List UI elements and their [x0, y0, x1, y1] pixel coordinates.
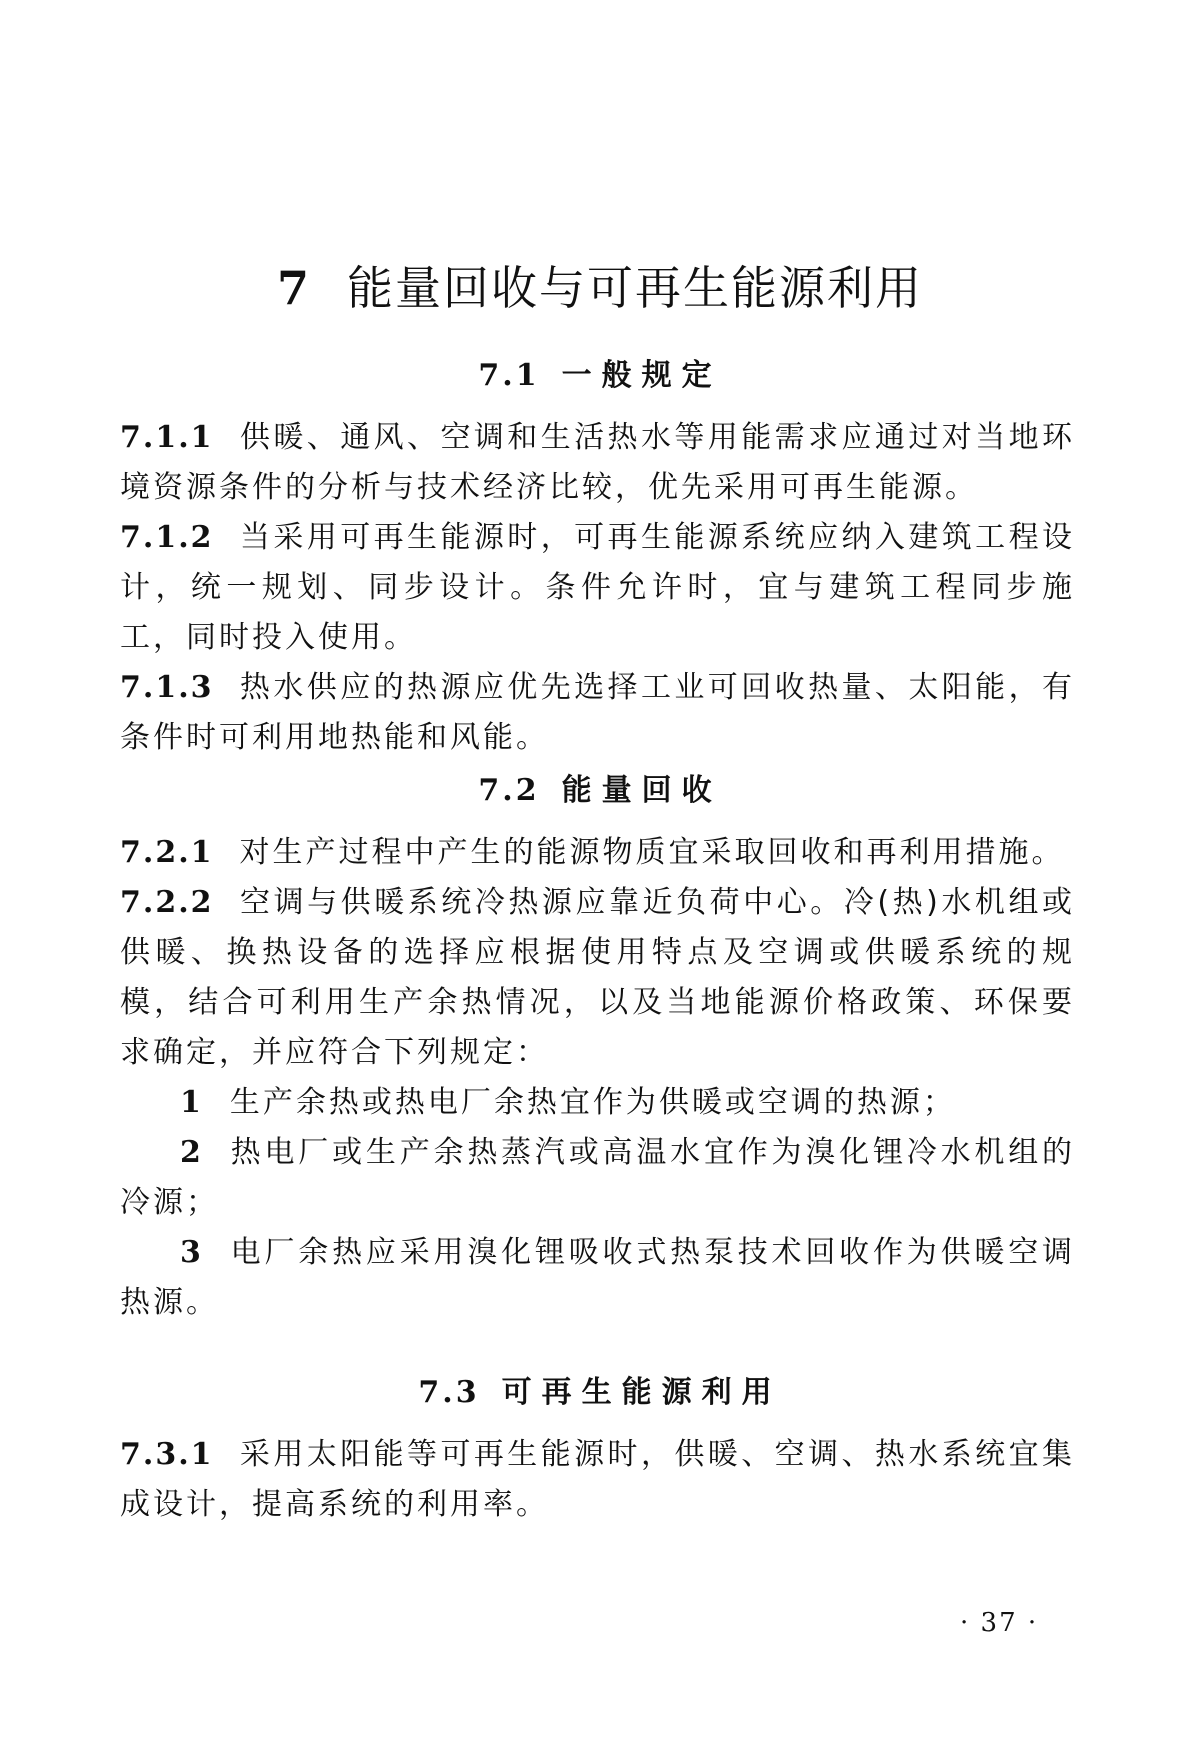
clause-number: 7.3.1 — [120, 1437, 214, 1472]
chapter-number: 7 — [276, 261, 311, 315]
section-number: 7.3 — [418, 1375, 480, 1410]
list-item-number: 3 — [180, 1235, 204, 1270]
list-item-number: 1 — [180, 1085, 204, 1120]
clause-text: 当采用可再生能源时，可再生能源系统应纳入建筑工程设计，统一规划、同步设计。条件允许时，宜与建筑工程同步施工，同时投入使用。 — [120, 520, 1075, 655]
section-number: 7.1 — [478, 358, 540, 393]
list-item-text: 热电厂或生产余热蒸汽或高温水宜作为溴化锂冷水机组的冷源； — [120, 1135, 1075, 1220]
clause — [120, 828, 1075, 878]
list-item-text: 电厂余热应采用溴化锂吸收式热泵技术回收作为供暖空调热源。 — [120, 1235, 1075, 1320]
section-number: 7.2 — [478, 773, 540, 808]
clause-number: 7.2.2 — [120, 885, 214, 920]
section-title-text: 能量回收 — [561, 773, 722, 808]
clause-text: 热水供应的热源应优先选择工业可回收热量、太阳能，有条件时可利用地热能和风能。 — [120, 670, 1075, 755]
list-item — [120, 1128, 1075, 1228]
section-title-7-2 — [0, 765, 1200, 809]
section-title-text: 一般规定 — [561, 358, 722, 393]
clause-number: 7.1.3 — [120, 670, 214, 705]
clause-number: 7.2.1 — [120, 835, 214, 870]
list-item-text: 生产余热或热电厂余热宜作为供暖或空调的热源； — [229, 1085, 956, 1120]
clause — [120, 413, 1075, 513]
section-title-7-1 — [0, 350, 1200, 394]
list-item — [120, 1228, 1075, 1328]
clause — [120, 663, 1075, 763]
page-number: · 37 · — [960, 1608, 1039, 1638]
section-title-7-3 — [0, 1367, 1200, 1411]
clause-number: 7.1.2 — [120, 520, 214, 555]
chapter-title — [0, 252, 1200, 318]
section-title-text: 可再生能源利用 — [501, 1375, 782, 1410]
clause-text: 采用太阳能等可再生能源时，供暖、空调、热水系统宜集成设计，提高系统的利用率。 — [120, 1437, 1075, 1522]
list-item — [120, 1078, 1075, 1128]
clause — [120, 878, 1075, 1078]
clause — [120, 1430, 1075, 1530]
clause-number: 7.1.1 — [120, 420, 214, 455]
clause-text: 空调与供暖系统冷热源应靠近负荷中心。冷(热)水机组或供暖、换热设备的选择应根据使用特点及空调或供暖系统的规模，结合可利用生产余热情况，以及当地能源价格政策、环保要求确定，并应符合下列规定： — [120, 885, 1075, 1070]
chapter-title-text: 能量回收与可再生能源利用 — [347, 261, 923, 315]
section-body-7-3 — [120, 1430, 1075, 1530]
section-body-7-2 — [120, 828, 1075, 1328]
clause-text: 供暖、通风、空调和生活热水等用能需求应通过对当地环境资源条件的分析与技术经济比较，优先采用可再生能源。 — [120, 420, 1075, 505]
clause — [120, 513, 1075, 663]
section-body-7-1 — [120, 413, 1075, 763]
clause-text: 对生产过程中产生的能源物质宜采取回收和再利用措施。 — [239, 835, 1065, 870]
list-item-number: 2 — [180, 1135, 204, 1170]
